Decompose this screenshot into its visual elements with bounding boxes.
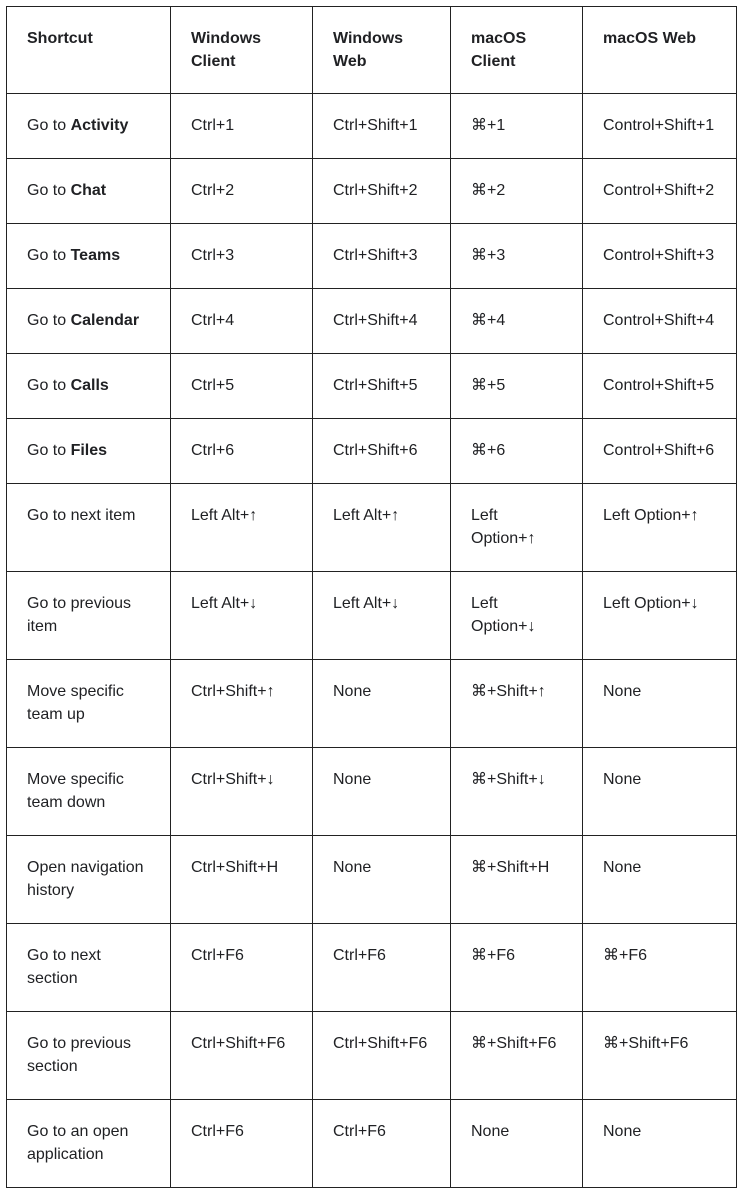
key-combo-cell: ⌘+Shift+F6 [451,1012,583,1100]
key-combo-cell: None [313,660,451,748]
table-row [7,224,737,289]
key-combo-cell: Left Option+↓ [451,572,583,660]
key-combo-cell: ⌘+6 [451,419,583,484]
key-combo-cell: Left Option+↓ [583,572,737,660]
shortcut-cell [7,1012,171,1100]
shortcut-label: Go to previous item [27,595,132,635]
shortcut-label: Go to next section [27,947,101,987]
key-combo-cell: Ctrl+Shift+↓ [171,748,313,836]
shortcut-cell [7,484,171,572]
key-combo-cell: Left Alt+↑ [171,484,313,572]
key-combo-cell: Ctrl+4 [171,289,313,354]
key-combo-cell: Ctrl+Shift+5 [313,354,451,419]
shortcut-cell [7,748,171,836]
key-combo-cell: Ctrl+Shift+F6 [313,1012,451,1100]
shortcut-cell [7,354,171,419]
key-combo-cell: ⌘+F6 [583,924,737,1012]
column-header: Windows Web [313,7,451,94]
key-combo-cell: ⌘+2 [451,159,583,224]
shortcuts-table [6,6,737,1188]
shortcut-label: Go to [27,117,71,134]
key-combo-cell: Control+Shift+1 [583,94,737,159]
shortcut-cell [7,1100,171,1188]
key-combo-cell: None [583,1100,737,1188]
key-combo-cell: Ctrl+6 [171,419,313,484]
table-row [7,419,737,484]
shortcut-label: Go to [27,247,71,264]
shortcut-cell [7,924,171,1012]
shortcut-cell [7,660,171,748]
shortcut-cell [7,836,171,924]
key-combo-cell: Ctrl+2 [171,159,313,224]
shortcut-cell [7,419,171,484]
column-header: Shortcut [7,7,171,94]
key-combo-cell: Ctrl+3 [171,224,313,289]
key-combo-cell: ⌘+Shift+↑ [451,660,583,748]
shortcut-target: Activity [70,117,129,134]
key-combo-cell: Control+Shift+2 [583,159,737,224]
shortcut-label: Move specific team down [27,771,124,811]
shortcut-label: Go to [27,377,71,394]
key-combo-cell: ⌘+3 [451,224,583,289]
header-row [7,7,737,94]
key-combo-cell: Ctrl+Shift+3 [313,224,451,289]
key-combo-cell: Ctrl+Shift+H [171,836,313,924]
key-combo-cell: Control+Shift+5 [583,354,737,419]
key-combo-cell: Ctrl+F6 [171,924,313,1012]
table-row [7,924,737,1012]
key-combo-cell: Ctrl+Shift+6 [313,419,451,484]
shortcut-label: Go to [27,442,71,459]
key-combo-cell: Control+Shift+3 [583,224,737,289]
key-combo-cell: Control+Shift+4 [583,289,737,354]
shortcut-label: Go to an open application [27,1123,129,1163]
shortcut-target: Teams [70,247,121,264]
key-combo-cell: None [451,1100,583,1188]
key-combo-cell: Ctrl+Shift+F6 [171,1012,313,1100]
column-header: macOS Client [451,7,583,94]
key-combo-cell: Left Alt+↓ [171,572,313,660]
table-row [7,289,737,354]
key-combo-cell: Left Alt+↑ [313,484,451,572]
table-row [7,354,737,419]
key-combo-cell: Ctrl+Shift+1 [313,94,451,159]
key-combo-cell: None [313,748,451,836]
shortcut-label: Open navigation history [27,859,144,899]
shortcut-cell [7,159,171,224]
table-row [7,484,737,572]
shortcut-target: Calendar [70,312,140,329]
table-row [7,748,737,836]
shortcut-label: Go to previous section [27,1035,132,1075]
key-combo-cell: Ctrl+1 [171,94,313,159]
key-combo-cell: ⌘+5 [451,354,583,419]
shortcut-target: Calls [70,377,109,394]
key-combo-cell: Ctrl+5 [171,354,313,419]
shortcut-cell [7,224,171,289]
column-header: macOS Web [583,7,737,94]
key-combo-cell: ⌘+4 [451,289,583,354]
shortcut-target: Chat [70,182,107,199]
key-combo-cell: Ctrl+F6 [313,1100,451,1188]
shortcut-label: Go to [27,182,71,199]
shortcut-label: Go to [27,312,71,329]
shortcut-cell [7,572,171,660]
table-row [7,159,737,224]
key-combo-cell: Ctrl+Shift+↑ [171,660,313,748]
table-row [7,660,737,748]
shortcut-cell [7,289,171,354]
shortcut-label: Go to next item [27,507,136,524]
key-combo-cell: Ctrl+Shift+4 [313,289,451,354]
shortcut-label: Move specific team up [27,683,124,723]
shortcut-target: Files [70,442,108,459]
key-combo-cell: None [583,748,737,836]
key-combo-cell: Ctrl+Shift+2 [313,159,451,224]
shortcut-cell [7,94,171,159]
key-combo-cell: ⌘+Shift+F6 [583,1012,737,1100]
table-row [7,836,737,924]
table-row [7,94,737,159]
key-combo-cell: ⌘+Shift+H [451,836,583,924]
key-combo-cell: ⌘+Shift+↓ [451,748,583,836]
column-header: Windows Client [171,7,313,94]
key-combo-cell: ⌘+F6 [451,924,583,1012]
table-row [7,1012,737,1100]
key-combo-cell: Left Alt+↓ [313,572,451,660]
table-row [7,572,737,660]
key-combo-cell: None [583,836,737,924]
table-row [7,1100,737,1188]
key-combo-cell: Ctrl+F6 [313,924,451,1012]
key-combo-cell: None [313,836,451,924]
key-combo-cell: Control+Shift+6 [583,419,737,484]
key-combo-cell: Left Option+↑ [583,484,737,572]
key-combo-cell: Left Option+↑ [451,484,583,572]
key-combo-cell: None [583,660,737,748]
key-combo-cell: ⌘+1 [451,94,583,159]
key-combo-cell: Ctrl+F6 [171,1100,313,1188]
